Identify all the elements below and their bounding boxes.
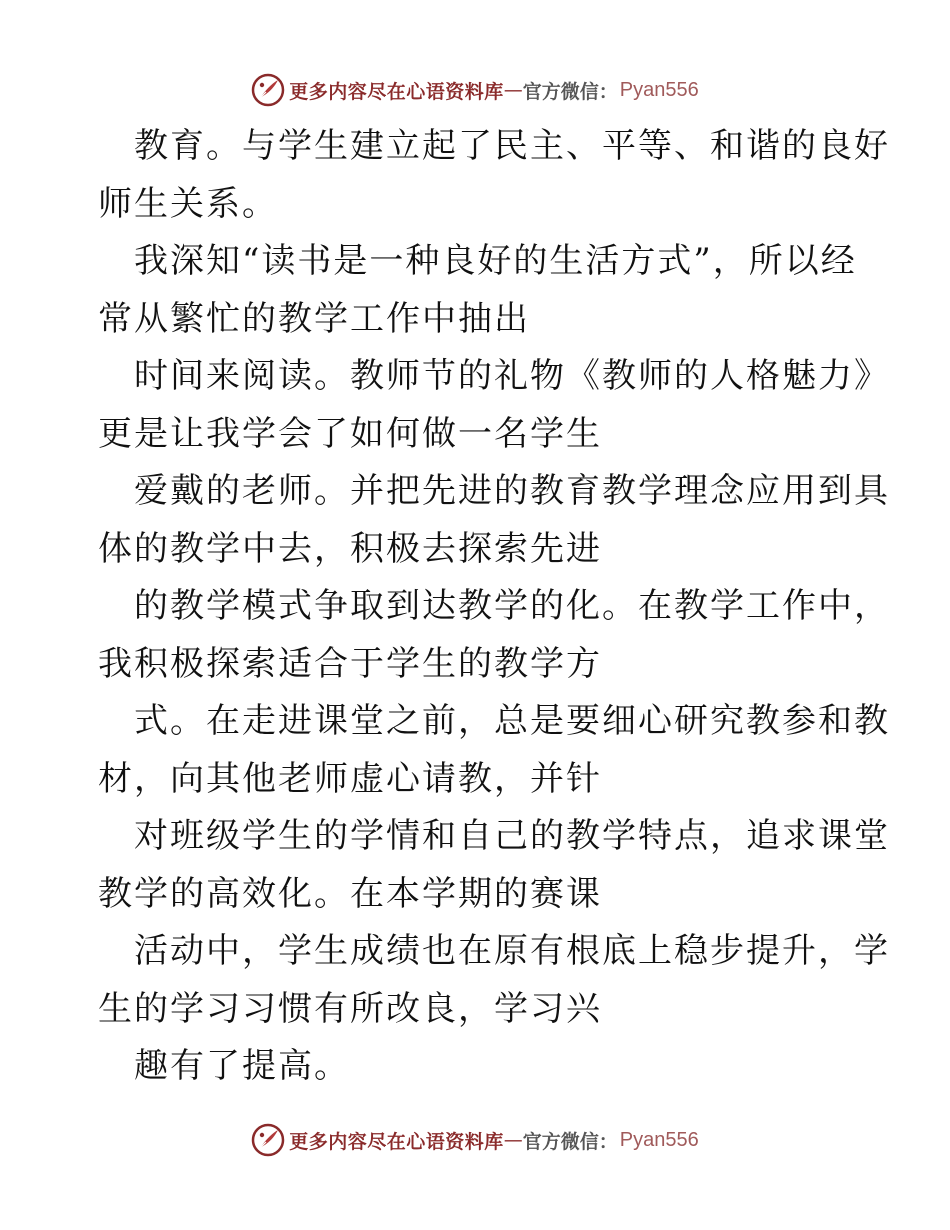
footer-wechat-id: Pyan556 <box>619 1128 699 1151</box>
text-line: 时间来阅读。教师节的礼物《教师的人格魅力》 <box>134 356 890 396</box>
text-line: 爱戴的老师。并把先进的教育教学理念应用到具 <box>134 471 890 511</box>
text-line: 的教学模式争取到达教学的化。在教学工作中， <box>134 586 890 626</box>
header-dash: — <box>503 79 523 101</box>
text-line: 教育。与学生建立起了民主、平等、和谐的良好 <box>134 126 890 166</box>
text-line: 我积极探索适合于学生的教学方 <box>98 643 602 684</box>
footer-slogan: 更多内容尽在心语资料库 <box>289 1130 504 1153</box>
footer-banner <box>0 1120 950 1160</box>
header-slogan: 更多内容尽在心语资料库 <box>289 80 504 103</box>
text-line: 对班级学生的学情和自己的教学特点，追求课堂 <box>134 816 890 856</box>
quill-logo-icon <box>251 1123 285 1157</box>
header-banner <box>0 70 950 110</box>
text-line: 生的学习习惯有所改良，学习兴 <box>98 988 602 1029</box>
text-line: 常从繁忙的教学工作中抽出 <box>98 298 530 339</box>
body-text <box>98 118 890 1096</box>
text-line: 我深知“读书是一种良好的生活方式”，所以经 <box>134 241 857 281</box>
text-line: 教学的高效化。在本学期的赛课 <box>98 873 602 914</box>
text-line: 体的教学中去，积极去探索先进 <box>98 528 602 569</box>
text-line: 式。在走进课堂之前，总是要细心研究教参和教 <box>134 701 890 741</box>
header-wechat-label: 官方微信： <box>522 80 618 103</box>
text-line: 更是让我学会了如何做一名学生 <box>98 413 602 454</box>
header-wechat-id: Pyan556 <box>619 78 699 101</box>
quill-logo-icon <box>251 73 285 107</box>
footer-wechat-label: 官方微信： <box>522 1130 618 1153</box>
footer-dash: — <box>503 1129 523 1151</box>
text-line: 活动中，学生成绩也在原有根底上稳步提升，学 <box>134 931 890 971</box>
text-line: 师生关系。 <box>98 183 278 224</box>
text-line: 趣有了提高。 <box>134 1046 350 1086</box>
text-line: 材，向其他老师虚心请教，并针 <box>98 758 602 799</box>
